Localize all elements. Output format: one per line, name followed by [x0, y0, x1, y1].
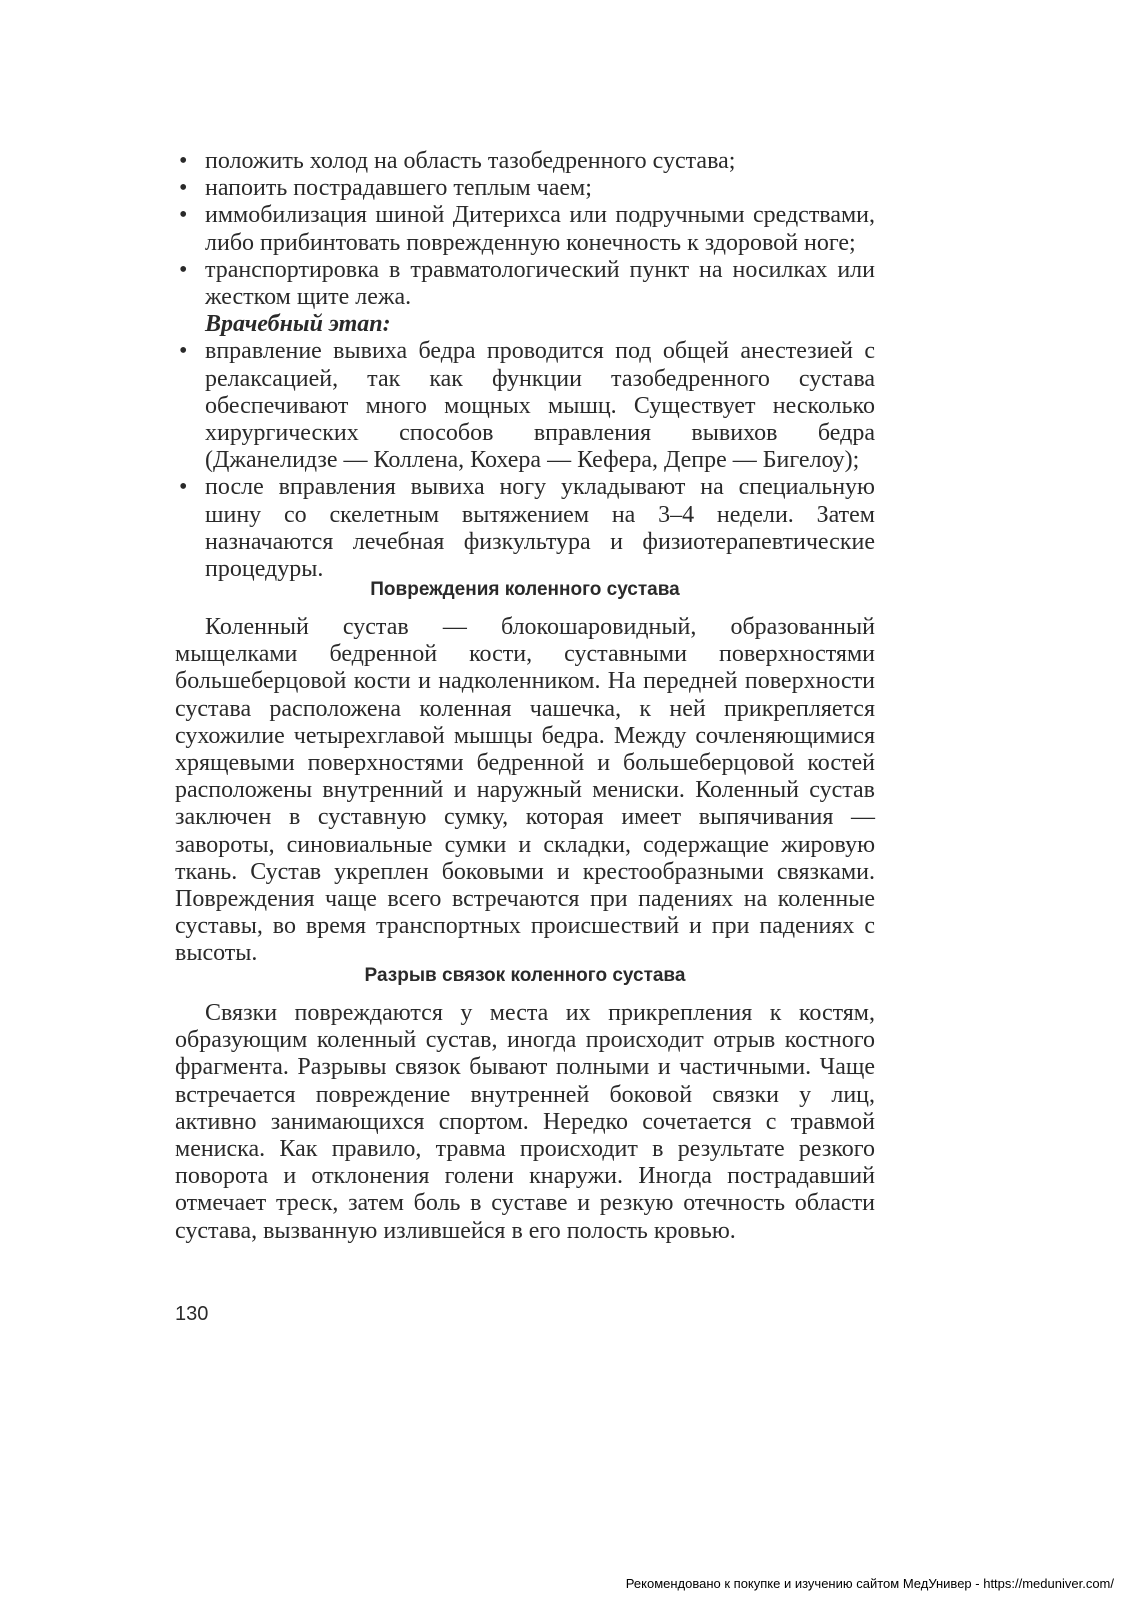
subhead-medical-stage: Врачебный этап: — [205, 311, 391, 338]
section-heading: Разрыв связок коленного сустава — [364, 965, 686, 986]
bullet-icon: • — [179, 175, 188, 202]
list-item: • после вправления вывиха ногу укладывают на специальную шину со скелетным вытяжением на 3–4 недели. Затем назначаются лечебная физкультура и физиотерапевтические процедуры. — [179, 474, 875, 583]
list-item: • транспортировка в травматологический пункт на носилках или жестком щите лежа. — [179, 256, 875, 311]
paragraph: Связки повреждаются у места их прикрепления к костям, образующим коленный сустав, иногда происходит отрыв костного фрагмента. Разрывы связок бывают полными и частичными. Чаще встречается повреждение внутренней боковой связки у лиц, активно занимающихся спортом. Нередко сочетается с травмой мениска. Как правило, травма происходит в результате резкого поворота и отклонения голени кнаружи. Иногда пострадавший отмечает треск, затем боль в суставе и резкую отечность области сустава, вызванную излившейся в его полость кровью. — [175, 1000, 875, 1244]
bullet-icon: • — [179, 256, 188, 283]
bullet-icon: • — [179, 148, 188, 174]
section-body — [175, 1000, 875, 1245]
list-item: • иммобилизация шиной Дитерихса или подручными средствами, либо прибинтовать поврежденную конечность к здоровой ноге; — [179, 202, 875, 256]
bullet-icon: • — [179, 474, 188, 501]
page-number: 130 — [175, 1303, 209, 1325]
list-item: • вправление вывиха бедра проводится под общей анестезией с релаксацией, так как функции тазобедренного сустава обеспечивают много мощных мышц. Существует несколько хирургических способов вправления вывихов бедра (Джанелидзе — Коллена, Кохера — Кефера, Депре — Бигелоу); — [179, 338, 875, 474]
bullet-icon: • — [179, 338, 188, 365]
footer-watermark: Рекомендовано к покупке и изучению сайтом МедУнивер - https://meduniver.com/ — [625, 1576, 1114, 1591]
paragraph: Коленный сустав — блокошаровидный, образованный мыщелками бедренной кости, суставными поверхностями большеберцовой кости и надколенником. На передней поверхности сустава расположена коленная чашечка, к ней прикрепляется сухожилие четырехглавой мышцы бедра. Между сочленяющимися хрящевыми поверхностями бедренной и большеберцовой костей расположены внутренний и наружный мениски. Коленный сустав заключен в суставную сумку, которая имеет выпячивания — завороты, синовиальные сумки и складки, содержащие жировую ткань. Сустав укреплен боковыми и крестообразными связками. Повреждения чаще всего встречаются при падениях на коленные суставы, во время транспортных происшествий и при падениях с высоты. — [175, 614, 875, 967]
section-body — [175, 614, 875, 968]
list-item: • напоить пострадавшего теплым чаем; — [179, 175, 592, 202]
bullet-icon: • — [179, 202, 188, 229]
section-heading: Повреждения коленного сустава — [370, 579, 680, 600]
first-aid-bullet-list — [175, 148, 875, 583]
list-item: • положить холод на область тазобедренного сустава; — [179, 148, 736, 174]
